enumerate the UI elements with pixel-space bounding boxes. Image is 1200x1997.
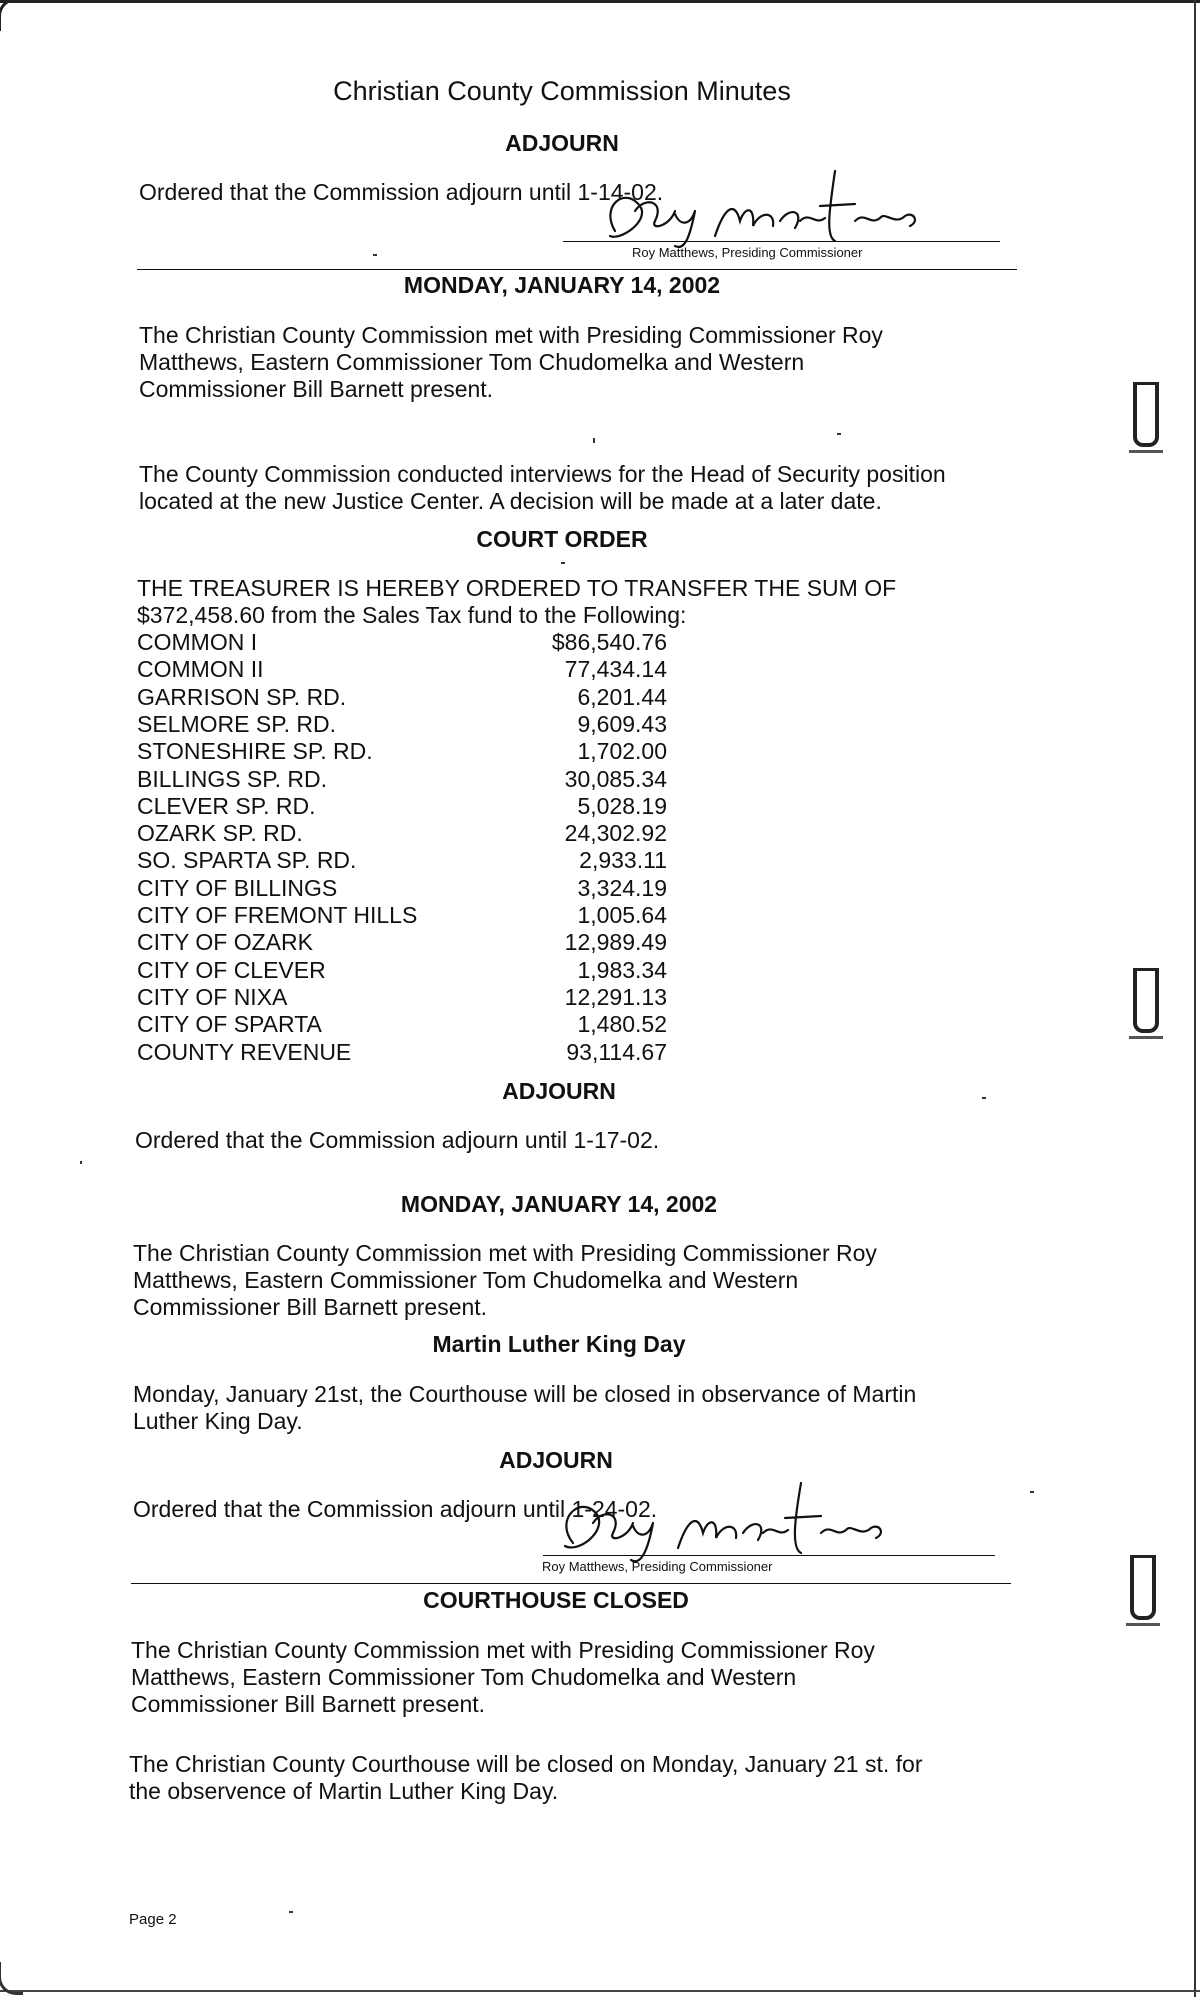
ledger-fund-name: CITY OF BILLINGS: [137, 874, 338, 901]
attendance-2-line-1: The Christian County Commission met with Presiding Commissioner Roy: [133, 1240, 877, 1266]
closure-line-1: The Christian County Courthouse will be closed on Monday, January 21 st. for: [129, 1751, 923, 1777]
mlk-heading: Martin Luther King Day: [432, 1331, 686, 1357]
binder-hole-middle: [1133, 968, 1159, 1033]
attendance-1-line-3: Commissioner Bill Barnett present.: [139, 376, 494, 402]
ledger-fund-name: CITY OF OZARK: [137, 929, 313, 956]
interviews-line-2: located at the new Justice Center. A decision will be made at a later date.: [139, 488, 882, 514]
scan-speck: [1030, 1491, 1034, 1493]
ledger-fund-name: STONESHIRE SP. RD.: [137, 738, 373, 765]
ledger-amount: 93,114.67: [566, 1038, 667, 1065]
ledger-fund-name: CITY OF CLEVER: [137, 956, 326, 983]
ledger-fund-name: CLEVER SP. RD.: [137, 792, 316, 819]
page-corner-top-left: [0, 0, 23, 31]
ledger-row: [137, 629, 697, 656]
page-top-edge: [0, 0, 1200, 3]
signer-caption-2: Roy Matthews, Presiding Commissioner: [542, 1559, 773, 1574]
court-order-heading: COURT ORDER: [476, 526, 648, 552]
ledger-fund-name: GARRISON SP. RD.: [137, 683, 347, 710]
binder-hole-top: [1133, 382, 1159, 447]
ledger-amount: 1,983.34: [577, 956, 667, 983]
page-title: Christian County Commission Minutes: [333, 76, 791, 106]
date-heading-2: MONDAY, JANUARY 14, 2002: [400, 1191, 718, 1217]
signature-line-1: [563, 241, 1000, 242]
ledger-amount: 12,291.13: [564, 983, 667, 1010]
adjourn-order-2: Ordered that the Commission adjourn until 1-17-02.: [135, 1127, 660, 1153]
ledger-row: [137, 1011, 697, 1038]
attendance-1-line-2: Matthews, Eastern Commissioner Tom Chudomelka and Western: [139, 349, 805, 375]
ledger-amount: 3,324.19: [577, 874, 667, 901]
divider-1: [137, 269, 1017, 270]
ledger-amount: 1,480.52: [577, 1011, 667, 1038]
ledger-row: [137, 902, 697, 929]
ledger-row: [137, 957, 697, 984]
mlk-text-line-1: Monday, January 21st, the Courthouse will be closed in observance of Martin: [133, 1381, 917, 1407]
ledger-row: [137, 711, 697, 738]
attendance-3-line-2: Matthews, Eastern Commissioner Tom Chudomelka and Western: [131, 1664, 797, 1690]
page-corner-bottom-left: [0, 1962, 23, 1995]
attendance-3-line-1: The Christian County Commission met with Presiding Commissioner Roy: [131, 1637, 875, 1663]
attendance-1-line-1: The Christian County Commission met with Presiding Commissioner Roy: [139, 322, 883, 348]
interviews-line-1: The County Commission conducted interviews for the Head of Security position: [139, 461, 946, 487]
ledger-amount: 30,085.34: [564, 765, 667, 792]
ledger-row: [137, 766, 697, 793]
ledger-fund-name: CITY OF FREMONT HILLS: [137, 902, 418, 928]
scan-speck: [593, 438, 595, 443]
attendance-2-line-3: Commissioner Bill Barnett present.: [133, 1294, 488, 1320]
scan-speck: [837, 433, 841, 435]
adjourn-order-3: Ordered that the Commission adjourn until 1-24-02.: [133, 1496, 658, 1522]
ledger-fund-name: COUNTY REVENUE: [137, 1038, 352, 1065]
ledger-amount: 5,028.19: [577, 792, 667, 819]
signer-caption-1: Roy Matthews, Presiding Commissioner: [632, 245, 863, 260]
court-order-intro-line-1: THE TREASURER IS HEREBY ORDERED TO TRANSFER THE SUM OF: [137, 575, 897, 601]
adjourn-order-1: Ordered that the Commission adjourn until 1-14-02.: [139, 179, 664, 205]
ledger-amount: 9,609.43: [577, 710, 667, 737]
ledger-amount: $86,540.76: [551, 629, 667, 655]
ledger-fund-name: SELMORE SP. RD.: [137, 710, 336, 737]
ledger-row: [137, 793, 697, 820]
ledger-fund-name: BILLINGS SP. RD.: [137, 765, 328, 792]
adjourn-heading-2: ADJOURN: [502, 1078, 616, 1104]
ledger-amount: 6,201.44: [577, 683, 667, 710]
attendance-3-line-3: Commissioner Bill Barnett present.: [131, 1691, 486, 1717]
ledger-amount: 12,989.49: [564, 929, 667, 956]
ledger-amount: 1,702.00: [577, 738, 667, 765]
scan-speck: [289, 1911, 293, 1913]
ledger-row: [137, 984, 697, 1011]
ledger-amount: 77,434.14: [564, 656, 667, 683]
date-heading-1: MONDAY, JANUARY 14, 2002: [403, 272, 721, 298]
divider-2: [131, 1583, 1011, 1584]
closure-line-2: the observence of Martin Luther King Day.: [129, 1778, 559, 1804]
page-bottom-edge: [0, 1990, 1200, 1992]
courthouse-closed-heading: COURTHOUSE CLOSED: [423, 1587, 689, 1613]
page-right-edge: [1194, 0, 1196, 1997]
adjourn-heading-1: ADJOURN: [505, 130, 619, 156]
ledger-fund-name: COMMON I: [137, 629, 258, 655]
ledger-row: [137, 684, 697, 711]
ledger-row: [137, 820, 697, 847]
ledger-fund-name: SO. SPARTA SP. RD.: [137, 847, 357, 874]
ledger-fund-name: CITY OF SPARTA: [137, 1011, 322, 1038]
binder-hole-bottom: [1130, 1555, 1156, 1620]
mlk-text-line-2: Luther King Day.: [133, 1408, 303, 1434]
ledger-fund-name: CITY OF NIXA: [137, 983, 288, 1010]
scan-speck: [373, 254, 377, 256]
ledger-row: [137, 738, 697, 765]
scan-speck: [80, 1161, 82, 1164]
scan-speck: [561, 562, 565, 564]
ledger-row: [137, 875, 697, 902]
adjourn-heading-3: ADJOURN: [499, 1447, 613, 1473]
court-order-intro-line-2: $372,458.60 from the Sales Tax fund to the Following:: [137, 602, 687, 628]
ledger-amount: 1,005.64: [577, 902, 667, 928]
ledger-fund-name: COMMON II: [137, 656, 264, 683]
scan-speck: [982, 1097, 986, 1099]
attendance-2-line-2: Matthews, Eastern Commissioner Tom Chudomelka and Western: [133, 1267, 799, 1293]
page-number: Page 2: [129, 1911, 177, 1928]
ledger-row: [137, 656, 697, 683]
ledger-row: [137, 929, 697, 956]
ledger-amount: 24,302.92: [564, 820, 667, 847]
ledger-row: [137, 1039, 697, 1066]
ledger-fund-name: OZARK SP. RD.: [137, 820, 303, 847]
ledger-amount: 2,933.11: [579, 847, 667, 874]
signature-line-2: [543, 1555, 995, 1556]
ledger-row: [137, 847, 697, 874]
